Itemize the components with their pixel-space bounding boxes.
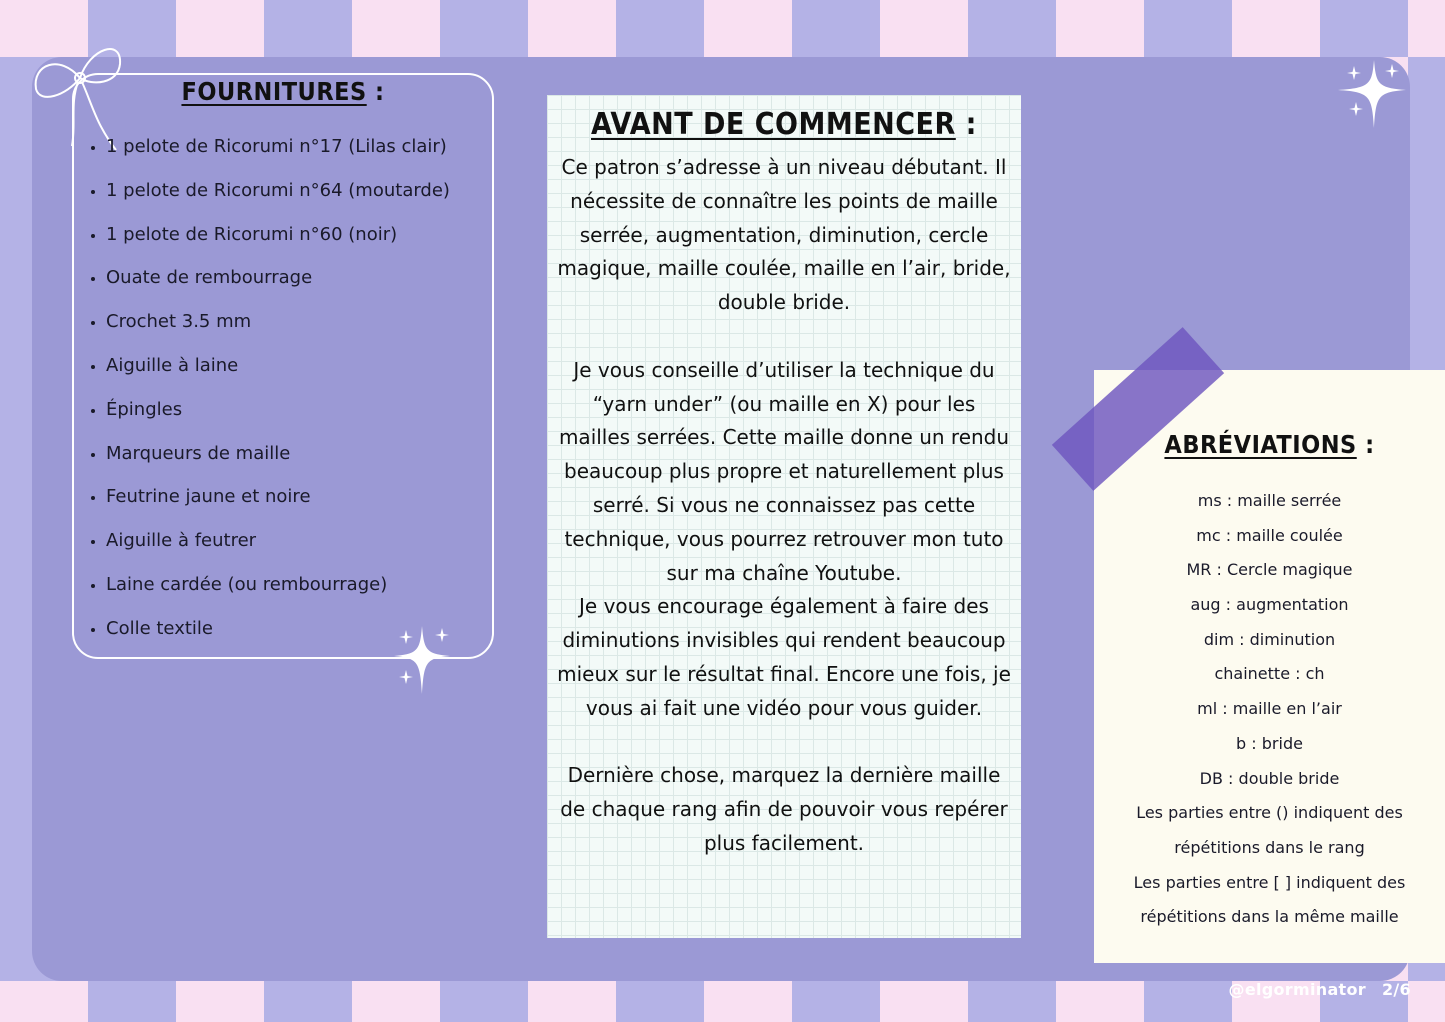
fournitures-box bbox=[72, 73, 494, 659]
list-item: b : bride bbox=[1236, 733, 1303, 753]
sparkle-icon bbox=[1334, 58, 1410, 132]
list-item: • Marqueurs de maille bbox=[106, 440, 450, 484]
list-item: • Ouate de rembourrage bbox=[106, 264, 450, 308]
footer bbox=[1213, 980, 1411, 999]
abreviations-list bbox=[1094, 484, 1445, 935]
sparkle-icon bbox=[392, 622, 462, 698]
avant-paragraph-1: Ce patron s’adresse à un niveau débutant. Il nécessite de connaître les points de maille serrée, augmentation, diminution, cercle magique, maille coulée, maille en l’air, bride, double bride. bbox=[557, 155, 1011, 315]
list-item: aug : augmentation bbox=[1190, 595, 1349, 615]
avant-paragraph-4: Dernière chose, marquez la dernière maille de chaque rang afin de pouvoir vous repérer plus facilement. bbox=[560, 763, 1008, 855]
list-item: • Épingles bbox=[106, 396, 450, 440]
list-item: • 1 pelote de Ricorumi n°64 (moutarde) bbox=[106, 177, 450, 221]
list-item: chainette : ch bbox=[1214, 664, 1325, 684]
list-item: répétitions dans la même maille bbox=[1140, 907, 1399, 927]
list-item: DB : double bride bbox=[1199, 768, 1340, 788]
abreviations-title: ABRÉVIATIONS : bbox=[1164, 430, 1375, 459]
list-item: dim : diminution bbox=[1203, 629, 1336, 649]
list-item: ms : maille serrée bbox=[1197, 491, 1342, 510]
avant-title: AVANT DE COMMENCER : bbox=[591, 107, 977, 142]
list-item: • Feutrine jaune et noire bbox=[106, 483, 450, 527]
footer-handle: @elgorminator bbox=[1228, 980, 1366, 999]
avant-paragraph-3: Je vous encourage également à faire des diminutions invisibles qui rendent beaucoup mieux sur le résultat final. Encore une fois, je vous ai fait une vidéo pour vous guider. bbox=[557, 594, 1011, 720]
avant-body bbox=[555, 151, 1013, 861]
list-item: • Colle textile bbox=[106, 615, 450, 659]
fournitures-title: FOURNITURES : bbox=[181, 77, 385, 106]
avant-de-commencer-card bbox=[547, 95, 1021, 938]
avant-paragraph-2: Je vous conseille d’utiliser la technique du “yarn under” (ou maille en X) pour les mailles serrées. Cette maille donne un rendu beaucoup plus propre et naturellement plus serré. Si vous ne connaissez pas cette technique, vous pourrez retrouver mon tuto sur ma chaîne Youtube. bbox=[558, 357, 1010, 585]
paragraph-gap bbox=[555, 726, 1013, 760]
list-item: • Crochet 3.5 mm bbox=[106, 308, 450, 352]
abreviations-card bbox=[1094, 370, 1445, 963]
stripe-band-top bbox=[0, 0, 1445, 57]
list-item: répétitions dans le rang bbox=[1174, 837, 1365, 857]
fournitures-list bbox=[84, 133, 450, 659]
list-item: • 1 pelote de Ricorumi n°60 (noir) bbox=[106, 221, 450, 265]
paragraph-gap bbox=[555, 320, 1013, 354]
list-item: mc : maille coulée bbox=[1196, 525, 1343, 545]
list-item: ml : maille en l’air bbox=[1197, 699, 1342, 719]
list-item: MR : Cercle magique bbox=[1186, 560, 1353, 580]
list-item: • Aiguille à laine bbox=[106, 352, 450, 396]
list-item: Les parties entre () indiquent des bbox=[1136, 803, 1403, 823]
list-item: • 1 pelote de Ricorumi n°17 (Lilas clair) bbox=[106, 133, 450, 177]
list-item: • Aiguille à feutrer bbox=[106, 527, 450, 571]
list-item: • Laine cardée (ou rembourrage) bbox=[106, 571, 450, 615]
page-number: 2/6 bbox=[1381, 980, 1411, 999]
list-item: Les parties entre [ ] indiquent des bbox=[1133, 872, 1406, 892]
